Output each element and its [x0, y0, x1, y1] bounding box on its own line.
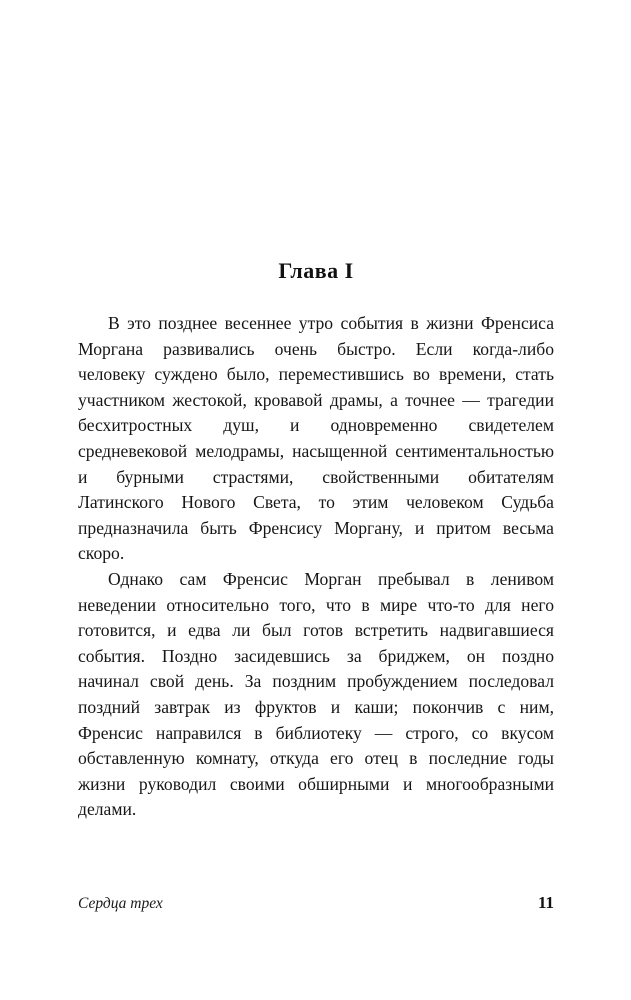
running-title: Сердца трех — [78, 895, 163, 912]
page-footer — [78, 893, 554, 913]
paragraph: В это позднее весеннее утро события в жизни Френсиса Моргана развивались очень быстро. Если когда-либо человеку суждено было, переместившись во времени, стать участником жестокой, кровавой драмы, а точнее — трагедии бесхитростных душ, и одновременно свидетелем средневековой мелодрамы, насыщенной сентиментальностью и бурными страстями, свойственными обитателям Латинского Нового Света, то этим человеком Судьба предназначила быть Френсису Моргану, и притом весьма скоро. — [78, 313, 554, 564]
paragraph: Однако сам Френсис Морган пребывал в ленивом неведении относительно того, что в мире что-то для него готовится, и едва ли был готов встретить надвигавшиеся события. Поздно засидевшись за бриджем, он поздно начинал свой день. За поздним пробуждением последовал поздний завтрак из фруктов и каши; покончив с ним, Френсис направился в библиотеку — строго, со вкусом обставленную комнату, откуда его отец в последние годы жизни руководил своими обширными и многообразными делами. — [78, 568, 554, 820]
text-block — [78, 258, 554, 823]
chapter-title: Глава I — [278, 258, 354, 283]
page-number: 11 — [537, 893, 554, 912]
